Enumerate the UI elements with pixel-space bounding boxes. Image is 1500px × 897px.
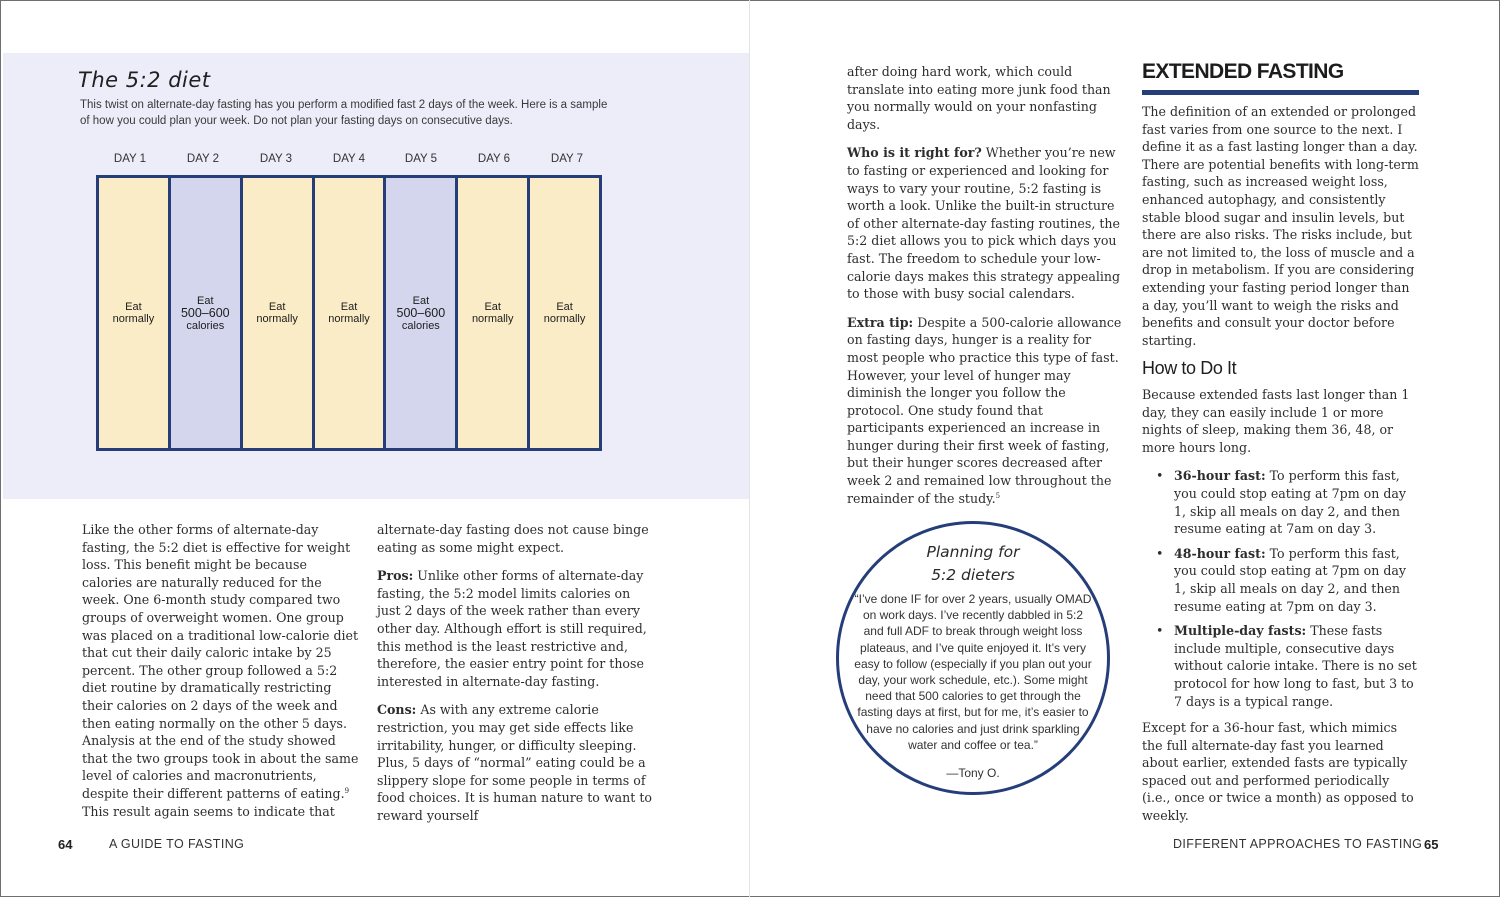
- section-heading: EXTENDED FASTING: [1142, 60, 1344, 83]
- day-cell-text: 500–600: [180, 305, 230, 320]
- list-item-label: 36-hour fast:: [1174, 468, 1266, 484]
- quote-text: “I’ve done IF for over 2 years, usually OMAD on work days. I’ve recently dabbled in 5:2 and full ADF to break through weight loss plateaus, and I’ve quite enjoyed it. It’s very easy to follow (especially if you plan out your day, your work schedule, etc.). Some might need that 500 calories to get through the fasting days at first, but for me, it’s easier to have no calories and just drink sparkling water and coffee or tea.”: [854, 592, 1092, 752]
- tip-paragraph: [847, 314, 1123, 508]
- list-item: [1142, 467, 1420, 537]
- paragraph-text: Like the other forms of alternate-day fasting, the 5:2 diet is effective for weight loss. This benefit might be because calories are naturally reduced for the week. One 6-month study compared two groups of overweight women. One group was placed on a traditional low-calorie diet that cut their daily caloric intake by 25 percent. The other group followed a 5:2 diet routine by dramatically restricting their calories on 2 days of the week and then eating normally on the other 5 days. Analysis at the end of the study showed that the two groups took in about the same level of calories and macronutrients, despite their different patterns of eating.: [82, 522, 359, 801]
- day-header: DAY 2: [186, 153, 220, 165]
- sidebar-intro: This twist on alternate-day fasting has you perform a modified fast 2 days of the week. Here is a sample of how you could plan your week. Do not plan your fasting days on consecutive days.: [80, 99, 608, 127]
- day-cell: [458, 178, 527, 448]
- body-column-1: [82, 521, 360, 831]
- pros-paragraph: [377, 567, 653, 690]
- paragraph-text: Whether you’re new to fasting or experienced and looking for ways to vary your routine, 5:2 fasting is worth a look. Unlike the built-in structure of other alternate-day fasting routines, the 5:2 diet allows you to pick which days you fast. The freedom to schedule your low-calorie days makes this strategy appealing to those with busy social calendars.: [847, 145, 1121, 302]
- tip-label: Extra tip:: [847, 314, 914, 330]
- day-header: DAY 3: [259, 153, 293, 165]
- quote-title-line: Planning for: [926, 543, 1020, 561]
- day-cell: [171, 178, 240, 448]
- heading-rule: [1142, 90, 1419, 95]
- footnote-ref: 9: [344, 786, 350, 795]
- paragraph-text: Despite a 500-calorie allowance on fasting days, hunger is a reality for most people who practice this type of fast. However, your level of hunger may diminish the longer you follow the protocol. One study found that participants experienced an increase in hunger during their first week of fasting, but their hunger scores decreased after week 2 and remained low throughout the remainder of the study.: [847, 314, 1122, 506]
- list-item-label: Multiple-day fasts:: [1174, 623, 1307, 639]
- day-header: DAY 4: [332, 153, 366, 165]
- cons-paragraph: [377, 701, 653, 824]
- day-cell: [243, 178, 312, 448]
- paragraph-text: Unlike other forms of alternate-day fasting, the 5:2 model limits calories on just 2 days of the week rather than every other day. Although effort is still required, this method is the least restrictive and, therefore, the easier entry point for those interested in alternate-day fasting.: [377, 568, 647, 689]
- spine-gutter: [749, 0, 750, 897]
- day-cell-text: 500–600: [396, 305, 446, 320]
- quote-title-line: 5:2 dieters: [931, 566, 1015, 584]
- sub-heading: How to Do It: [1142, 358, 1237, 378]
- day-cell-text: normally: [112, 313, 155, 325]
- quote-author: —Tony O.: [946, 766, 1000, 780]
- day-header: DAY 1: [113, 153, 147, 165]
- paragraph-text: This result again seems to indicate that: [82, 803, 335, 819]
- who-paragraph: [847, 144, 1123, 302]
- body-column-2: [377, 521, 653, 836]
- day-header: DAY 7: [550, 153, 584, 165]
- day-cell-text: Eat: [340, 301, 358, 313]
- quote-title: [870, 541, 1076, 587]
- page-number-left: 64: [58, 837, 73, 852]
- body-paragraph: alternate-day fasting does not cause binge eating as some might expect.: [377, 522, 649, 555]
- sidebar-title: The 5:2 diet: [78, 68, 211, 92]
- day-cell-text: normally: [256, 313, 298, 325]
- day-cell-text: Eat: [556, 301, 573, 313]
- day-cell-text: calories: [401, 319, 440, 332]
- who-label: Who is it right for?: [847, 145, 982, 161]
- list-item-label: 48-hour fast:: [1174, 545, 1266, 561]
- body-column-4b: [1142, 386, 1420, 836]
- body-column-3: [847, 63, 1123, 518]
- body-paragraph: [82, 521, 360, 820]
- day-cell: [530, 178, 599, 448]
- body-paragraph: Because extended fasts last longer than 1 day, they can easily include 1 or more nights of sleep, making them 36, 48, or more hours long.: [1142, 387, 1410, 455]
- day-header: DAY 6: [477, 153, 511, 165]
- running-title-left: A GUIDE TO FASTING: [109, 837, 245, 851]
- day-cell-text: Eat: [197, 294, 214, 307]
- pros-label: Pros:: [377, 568, 414, 584]
- body-paragraph: The definition of an extended or prolonged fast varies from one source to the next. I define it as a fast lasting longer than a day. There are potential benefits with long-term fasting, such as increased weight loss, enhanced autophagy, and consistently stable blood sugar and insulin levels, but there are also risks. The risks include, but are not limited to, the loss of muscle and a drop in metabolism. If you are considering extending your fasting period longer than a day, you’ll want to weigh the risks and benefits and consult your doctor before starting.: [1142, 104, 1419, 348]
- list-item-text: To perform this fast, you could stop eating at 7pm on day 1, skip all meals on day 2, and then resume eating at 7pm on day 3.: [1174, 545, 1407, 614]
- day-header: DAY 5: [404, 153, 438, 165]
- day-cell-text: normally: [543, 313, 586, 325]
- body-paragraph: after doing hard work, which could translate into eating more junk food than you normally would on your nonfasting days.: [847, 64, 1111, 132]
- body-column-4a: [1142, 103, 1420, 360]
- day-cell-text: Eat: [268, 301, 286, 313]
- day-cell: [386, 178, 455, 448]
- body-paragraph: Except for a 36-hour fast, which mimics the full alternate-day fast you learned about earlier, extended fasts are typically spaced out and performed periodically (i.e., once or twice a month) as opposed to weekly.: [1142, 720, 1414, 824]
- list-item: [1142, 545, 1420, 615]
- day-cell-text: normally: [471, 313, 514, 325]
- day-cell: [315, 178, 384, 448]
- fast-type-list: [1142, 467, 1420, 710]
- list-item-text: These fasts include multiple, consecutive days without calorie intake. There is no set protocol for how long to fast, but 3 to 7 days is a typical range.: [1174, 623, 1417, 709]
- day-cell-text: normally: [328, 313, 370, 325]
- list-item-text: To perform this fast, you could stop eating at 7pm on day 1, skip all meals on day 2, and then resume eating at 7am on day 3.: [1174, 468, 1407, 537]
- page-number-right: 65: [1424, 837, 1439, 852]
- day-cell-text: Eat: [484, 301, 501, 313]
- day-cell-text: calories: [186, 319, 225, 332]
- paragraph-text: As with any extreme calorie restriction, you may get side effects like irritability, hunger, or difficulty sleeping. Plus, 5 days of “normal” eating could be a slippery slope for some people in terms of food choices. It is human nature to want to reward yourself: [377, 702, 652, 823]
- week-plan-grid: [96, 175, 602, 451]
- cons-label: Cons:: [377, 702, 417, 718]
- day-cell-text: Eat: [412, 294, 430, 307]
- running-title-right: DIFFERENT APPROACHES TO FASTING: [1173, 837, 1423, 851]
- day-cell-text: Eat: [125, 301, 142, 313]
- list-item: [1142, 622, 1420, 710]
- day-cell: [99, 178, 168, 448]
- footnote-ref: 5: [995, 491, 1001, 500]
